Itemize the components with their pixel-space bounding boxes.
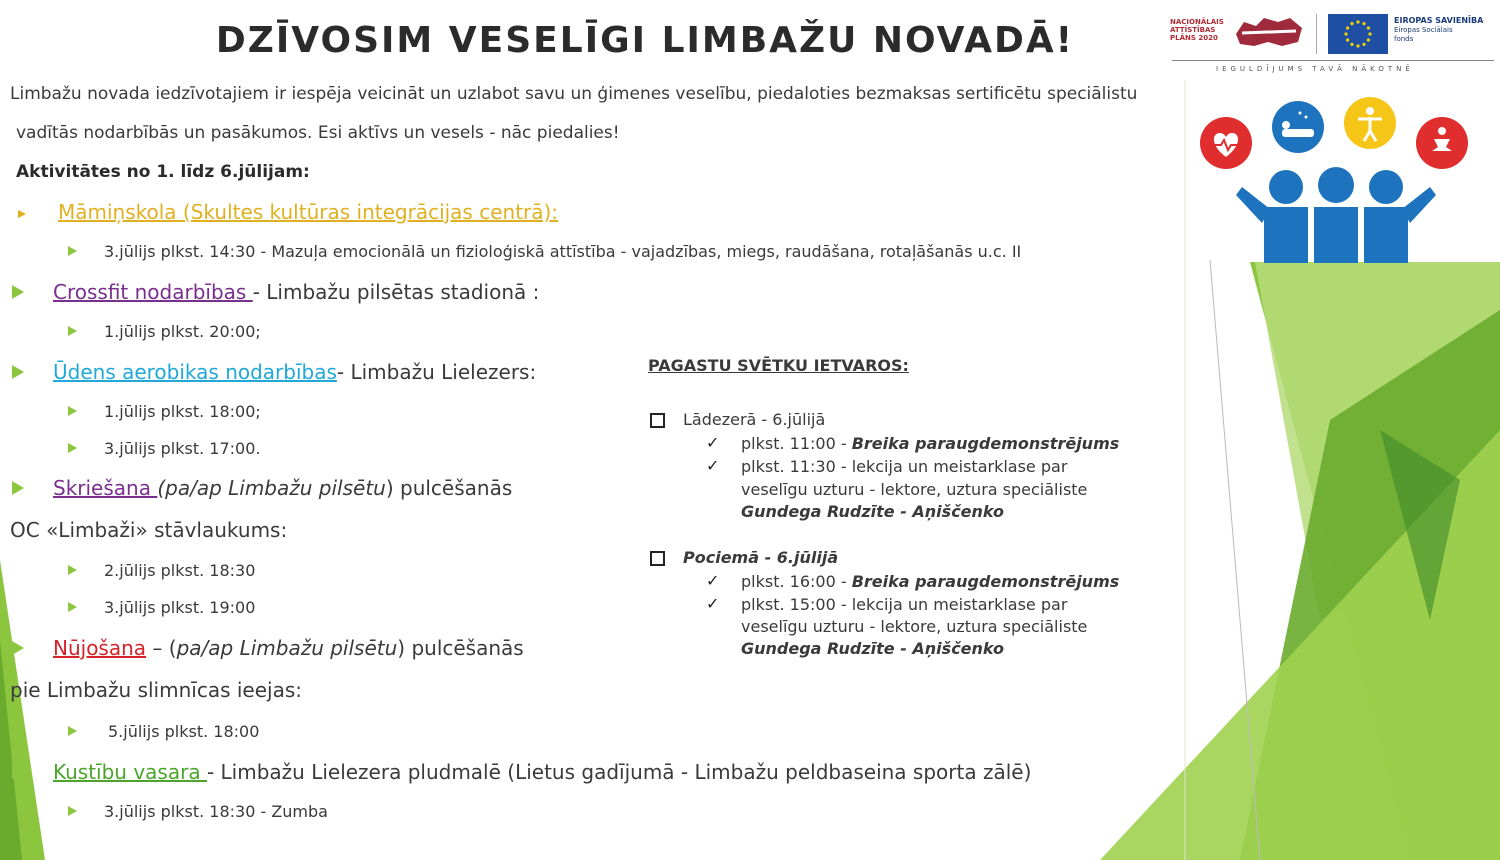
sub-bullet-icon — [68, 565, 77, 575]
ladezers-time-1: plkst. 11:00 - — [741, 434, 852, 453]
intro-line-1: Limbažu novada iedzīvotajiem ir iespēja veicināt un uzlabot savu un ģimenes veselību, piedaloties bezmaksas sertificētu speciālistu — [10, 84, 1138, 104]
nap-line1: NACIONĀLAIS — [1170, 18, 1224, 26]
person-standing-icon — [1344, 97, 1396, 149]
nordic-meeting-place: pie Limbažu slimnīcas ieejas: — [10, 678, 302, 702]
meditation-icon — [1416, 117, 1468, 169]
nordic-pre: – ( — [146, 636, 177, 660]
ladezers-line-3: veselīgu uzturu - lektore, uztura speciāliste — [741, 480, 1088, 499]
crossfit-time-1: 1.jūlijs plkst. 20:00; — [104, 322, 261, 341]
logo-underline — [1172, 60, 1494, 61]
heart-pulse-icon — [1200, 117, 1252, 169]
link-kustibu-vasara[interactable]: Kustību vasara — [53, 760, 207, 784]
activities-heading: Aktivitātes no 1. līdz 6.jūlijam: — [16, 162, 310, 182]
link-running[interactable]: Skriešana — [53, 476, 158, 500]
crossfit-location: - Limbažu pilsētas stadionā : — [252, 280, 540, 304]
parish-events-heading: PAGASTU SVĒTKU IETVAROS: — [648, 356, 909, 375]
maminskola-time-1: 3.jūlijs plkst. 14:30 - Mazuļa emocionālā un fizioloģiskā attīstība - vajadzības, miegs, raudāšana, rotaļāšanās u.c. II — [104, 242, 1022, 261]
sub-bullet-icon — [68, 602, 77, 612]
bullet-arrow-icon — [18, 210, 26, 218]
nap-logo-text — [1170, 18, 1224, 42]
checkmark-icon: ✓ — [706, 456, 720, 475]
sub-bullet-icon — [68, 246, 77, 256]
kustibu-vasara-location: - Limbažu Lielezera pludmalē (Lietus gadījumā - Limbažu peldbaseina sporta zālē) — [206, 760, 1032, 784]
eu-title: EIROPAS SAVIENĪBA — [1394, 16, 1484, 25]
page-title: DZĪVOSIM VESELĪGI LIMBAŽU NOVADĀ! — [215, 20, 1075, 61]
checkbox-icon — [650, 413, 665, 428]
ladezers-date: Lādezerā - 6.jūlijā — [683, 410, 826, 429]
activity-running — [53, 476, 512, 500]
nordic-gather: ) pulcēšanās — [397, 636, 524, 660]
logos-header — [1168, 8, 1496, 80]
link-maminskola[interactable]: Māmiņskola (Skultes kultūras integrācijas centrā): — [58, 200, 559, 224]
eu-logo-text — [1394, 16, 1483, 44]
water-aerobics-time-2: 3.jūlijs plkst. 17:00. — [104, 439, 261, 458]
eu-line2: fonds — [1394, 35, 1414, 43]
ladezers-event-1: Breika paraugdemonstrējums — [851, 434, 1120, 453]
kustibu-vasara-time-1: 3.jūlijs plkst. 18:30 - Zumba — [104, 802, 328, 821]
bullet-arrow-icon — [12, 285, 24, 299]
ladezers-lecturer: Gundega Rudzīte - Aņiščenko — [741, 502, 1004, 521]
running-gather: ) pulcēšanās — [385, 476, 513, 500]
pociems-line-1 — [741, 572, 1119, 591]
sub-bullet-icon — [68, 406, 77, 416]
link-nordic-walking[interactable]: Nūjošana — [53, 636, 147, 660]
health-icons-illustration — [1190, 95, 1480, 275]
water-aerobics-location: - Limbažu Lielezers: — [336, 360, 537, 384]
bullet-arrow-icon — [12, 641, 24, 655]
nordic-route: pa/ap Limbažu pilsētu — [176, 636, 398, 660]
eu-line1: Eiropas Sociālais — [1394, 26, 1453, 34]
bullet-arrow-icon — [12, 765, 24, 779]
running-time-1: 2.jūlijs plkst. 18:30 — [104, 561, 256, 580]
sleeping-person-icon — [1272, 101, 1324, 153]
ladezers-line-1 — [741, 434, 1119, 453]
nap-line3: PLĀNS 2020 — [1170, 34, 1218, 42]
activity-crossfit — [53, 280, 539, 304]
checkmark-icon: ✓ — [706, 594, 720, 613]
link-water-aerobics[interactable]: Ūdens aerobikas nodarbības — [53, 360, 337, 384]
sub-bullet-icon — [68, 326, 77, 336]
pociems-lecturer: Gundega Rudzīte - Aņiščenko — [741, 639, 1004, 658]
latvia-map-icon — [1234, 14, 1304, 50]
activity-mamins-skola — [58, 200, 558, 224]
pociems-line-3: veselīgu uzturu - lektore, uztura speciāliste — [741, 617, 1088, 636]
activity-nordic-walking — [53, 636, 524, 660]
pociems-event-1: Breika paraugdemonstrējums — [851, 572, 1120, 591]
checkmark-icon: ✓ — [706, 433, 720, 452]
pociems-line-2: plkst. 15:00 - lekcija un meistarklase par — [741, 595, 1068, 614]
people-group-icon — [1236, 167, 1436, 263]
intro-line-2: vadītās nodarbībās un pasākumos. Esi aktīvs un vesels - nāc piedalies! — [16, 123, 620, 143]
activity-kustibu-vasara — [53, 760, 1031, 784]
running-meeting-place: OC «Limbaži» stāvlaukums: — [10, 518, 288, 542]
checkmark-icon: ✓ — [706, 571, 720, 590]
bullet-arrow-icon — [12, 365, 24, 379]
sub-bullet-icon — [68, 806, 77, 816]
ladezers-line-2: plkst. 11:30 - lekcija un meistarklase par — [741, 457, 1068, 476]
sub-bullet-icon — [68, 726, 77, 736]
nap-line2: ATTĪSTĪBAS — [1170, 26, 1216, 34]
link-crossfit[interactable]: Crossfit nodarbības — [53, 280, 253, 304]
sub-bullet-icon — [68, 443, 77, 453]
pociems-time-1: plkst. 16:00 - — [741, 572, 852, 591]
pociems-date: Pociemā - 6.jūlijā — [683, 548, 839, 567]
nordic-time-1: 5.jūlijs plkst. 18:00 — [108, 722, 260, 741]
logo-divider — [1316, 14, 1317, 54]
activity-water-aerobics — [53, 360, 536, 384]
checkbox-icon — [650, 551, 665, 566]
bullet-arrow-icon — [12, 481, 24, 495]
water-aerobics-time-1: 1.jūlijs plkst. 18:00; — [104, 402, 261, 421]
logo-tagline: IEGULDĪJUMS TAVĀ NĀKOTNĒ — [1216, 65, 1414, 73]
running-route: (pa/ap Limbažu pilsētu — [157, 476, 386, 500]
running-time-2: 3.jūlijs plkst. 19:00 — [104, 598, 256, 617]
eu-flag-icon — [1328, 14, 1388, 54]
